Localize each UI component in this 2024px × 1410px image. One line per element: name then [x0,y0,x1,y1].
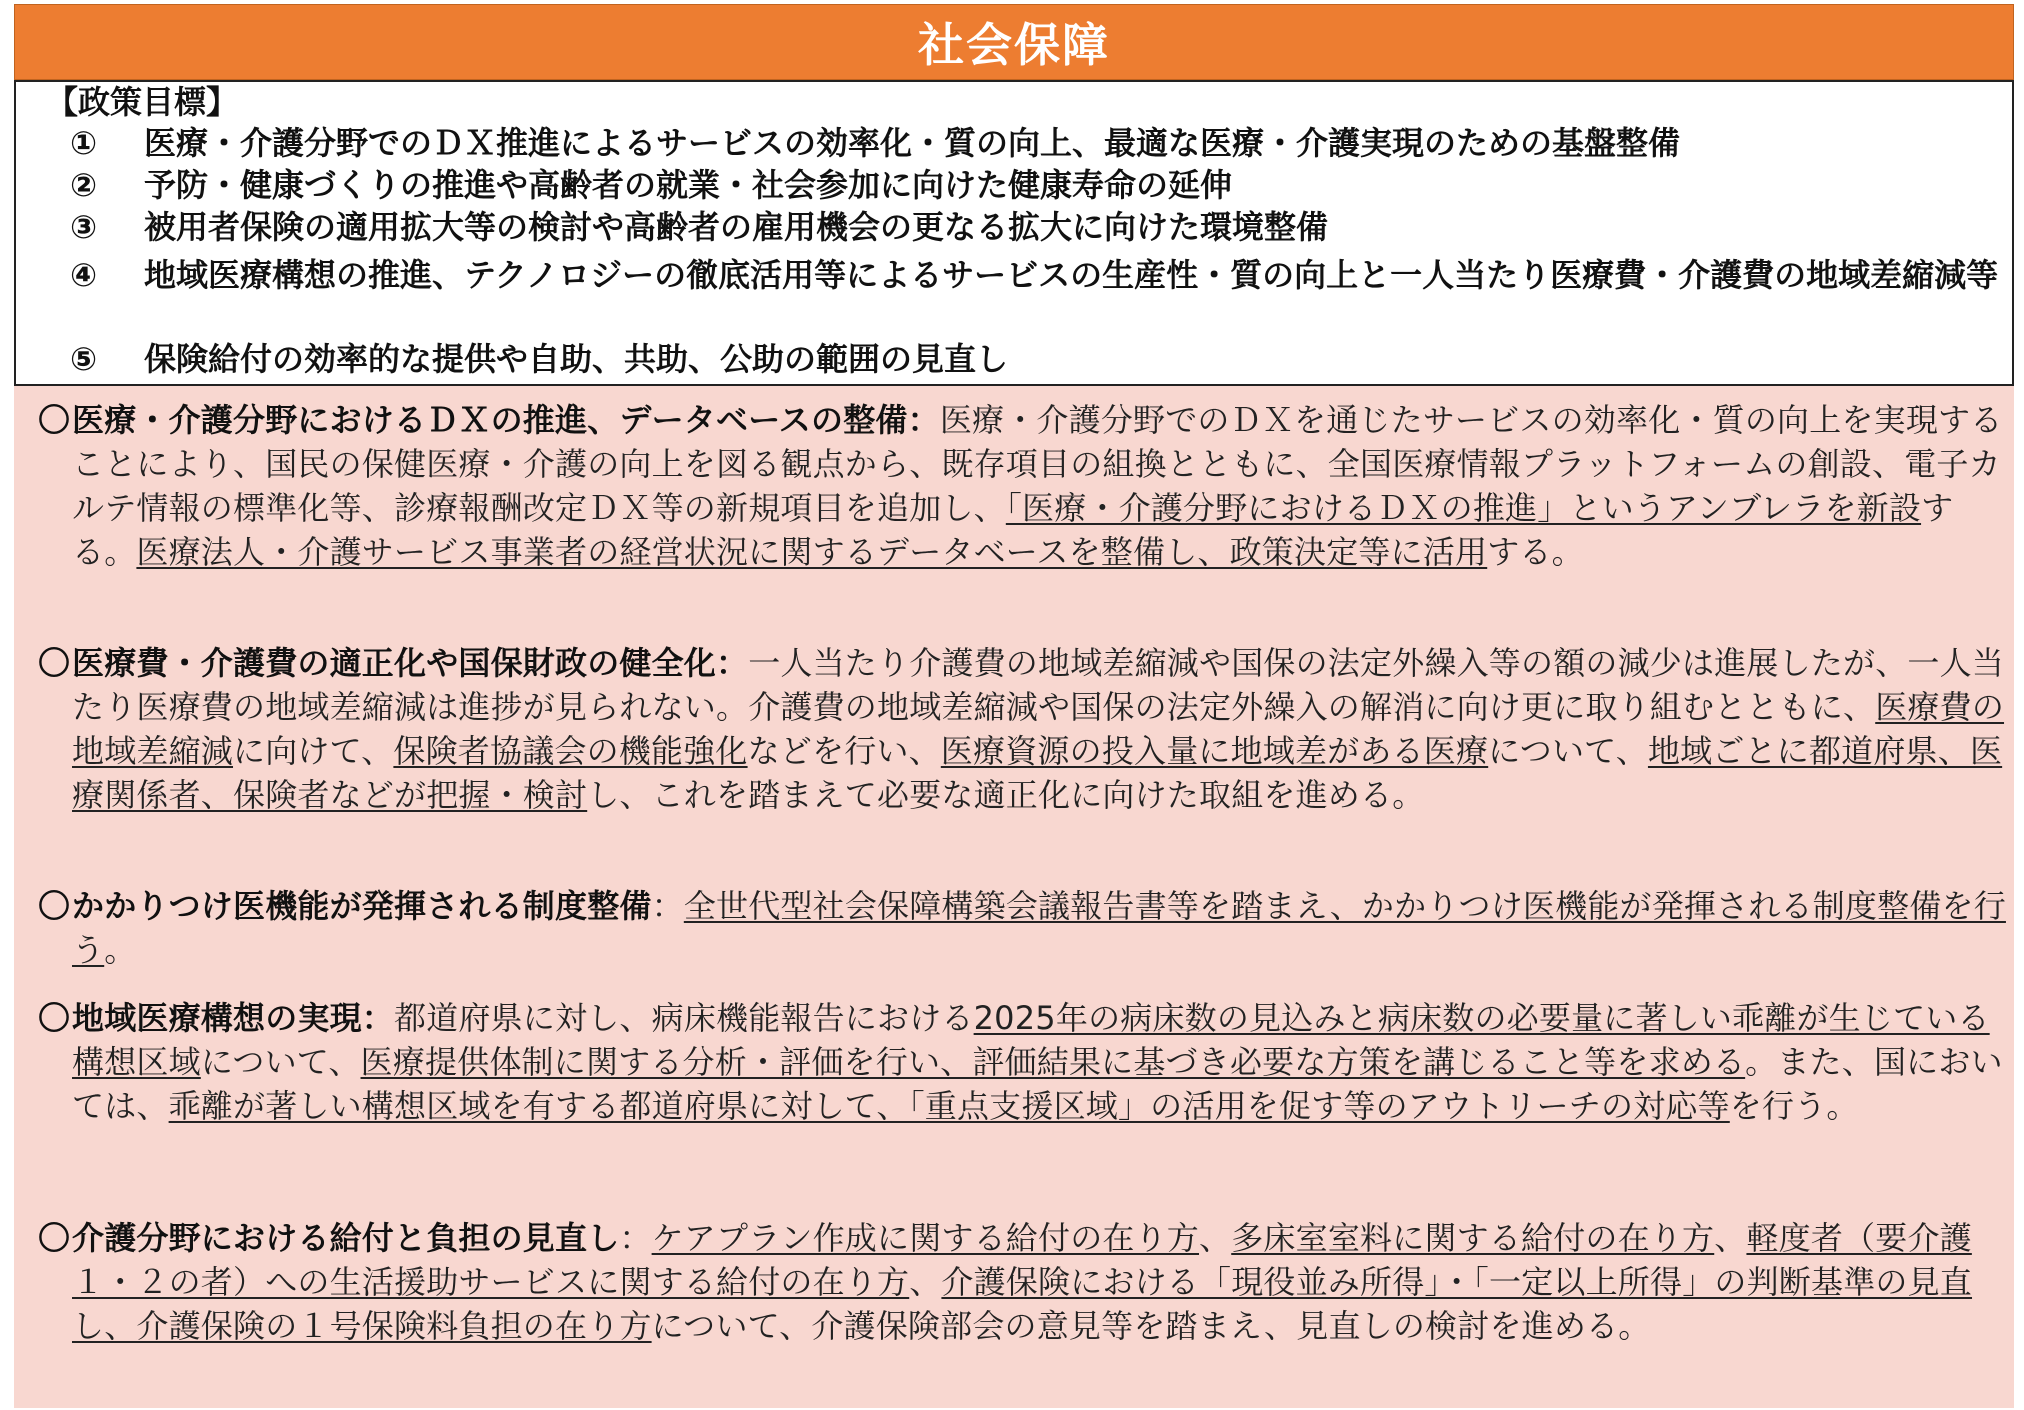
measure-heading: 医療費・介護費の適正化や国保財政の健全化： [72,644,749,682]
goal-number: ① [70,124,98,162]
underlined-text: 軽度者（要介護１・２の者）への生活援助サービスに関する給付の在り方 [72,1219,1972,1301]
underlined-text: 「医療・介護分野におけるＤＸの推進」というアンブレラを新設 [1005,489,1922,527]
goal-text: 予防・健康づくりの推進や高齢者の就業・社会参加に向けた健康寿命の延伸 [144,166,1233,204]
body-text: 医療・介護分野でのＤＸを通じたサービスの効率化・質の向上を実現することにより、国民の保健医療・介護の向上を図る観点から、既存項目の組換とともに、全国医療情報プラットフォームの創設、電子カルテ情報の標準化等、診療報酬改定ＤＸ等の新規項目を追加し、 [72,401,2003,527]
bullet-circle-icon: 〇 [38,999,71,1037]
goal-number: ⑤ [70,340,98,378]
underlined-text: 介護保険における「現役並み所得」・「一定以上所得」の判断基準の見直し、介護保険の１号保険料負担の在り方 [72,1263,1973,1345]
underlined-text: 医療提供体制に関する分析・評価を行い、評価結果に基づき必要な方策を講じること等を求める [360,1043,1746,1081]
body-text: ： [619,1219,652,1257]
body-text: 。また、国においては、 [72,1043,2003,1125]
goal-number: ② [70,166,98,204]
body-text: に向けて、 [233,732,394,770]
policy-goals-heading: 【政策目標】 [46,83,239,121]
measure-heading: 地域医療構想の実現： [72,999,395,1037]
underlined-text: 2025年の病床数の見込みと病床数の必要量に著しい乖離が生じている構想区域 [72,999,1990,1081]
body-text: について、 [1488,732,1648,770]
measures-panel [14,386,2014,1408]
measure-paragraph [72,398,2012,574]
goal-text: 医療・介護分野でのＤＸ推進によるサービスの効率化・質の向上、最適な医療・介護実現のための基盤整備 [144,124,1681,162]
bullet-circle-icon: 〇 [38,401,71,439]
body-text: ： [651,887,684,925]
measure-paragraph [72,884,2012,972]
body-text: する。 [1487,533,1584,571]
page-title: 社会保障 [918,18,1110,72]
bullet-circle-icon: 〇 [38,644,71,682]
measure-heading: かかりつけ医機能が発揮される制度整備 [72,887,652,925]
bullet-circle-icon: 〇 [38,887,71,925]
measure-paragraph [72,996,2012,1128]
body-text: 、 [909,1263,942,1301]
body-text: 。 [104,931,137,969]
body-text: について、 [200,1043,361,1081]
underlined-text: 多床室室料に関する給付の在り方 [1231,1219,1715,1257]
measure-heading: 介護分野における給付と負担の見直し [72,1219,620,1257]
underlined-text: 医療費の地域差縮減 [72,688,2005,770]
goal-number: ④ [70,256,98,294]
underlined-text: 医療法人・介護サービス事業者の経営状況に関するデータベースを整備し、政策決定等に活用 [136,533,1488,571]
underlined-text: 乖離が著しい構想区域を有する都道府県に対して、「重点支援区域」の活用を促す等のアウトリーチの対応等 [168,1087,1730,1125]
measure-paragraph [72,1216,2012,1348]
goal-text: 地域医療構想の推進、テクノロジーの徹底活用等によるサービスの生産性・質の向上と一人当たり医療費・介護費の地域差縮減等 [144,256,1999,294]
body-text: する。 [72,489,1954,571]
goal-text: 保険給付の効率的な提供や自助、共助、公助の範囲の見直し [144,340,1009,378]
body-text: を行う。 [1729,1087,1859,1125]
title-banner [14,4,2014,80]
underlined-text: 保険者協議会の機能強化 [393,732,748,770]
bullet-circle-icon: 〇 [38,1219,71,1257]
body-text: し、これを踏まえて必要な適正化に向けた取組を進める。 [587,776,1425,814]
body-text: 、 [1714,1219,1747,1257]
underlined-text: ケアプラン作成に関する給付の在り方 [651,1219,1200,1257]
underlined-text: 医療資源の投入量に地域差がある医療 [940,732,1489,770]
goal-number: ③ [70,208,98,246]
underlined-text: 地域ごとに都道府県、医療関係者、保険者などが把握・検討 [72,732,2003,814]
policy-goals-box [14,80,2014,386]
measure-paragraph [72,641,2012,817]
body-text: 一人当たり介護費の地域差縮減や国保の法定外繰入等の額の減少は進展したが、一人当たり医療費の地域差縮減は進捗が見られない。介護費の地域差縮減や国保の法定外繰入の解消に向け更に取り組むとともに、 [72,644,2005,726]
measure-heading: 医療・介護分野におけるＤＸの推進、データベースの整備： [72,401,940,439]
body-text: 都道府県に対し、病床機能報告における [394,999,974,1037]
underlined-text: 全世代型社会保障構築会議報告書等を踏まえ、かかりつけ医機能が発揮される制度整備を行う [72,887,2006,969]
body-text: について、介護保険部会の意見等を踏まえ、見直しの検討を進める。 [651,1307,1651,1345]
body-text: 、 [1199,1219,1232,1257]
goal-text: 被用者保険の適用拡大等の検討や高齢者の雇用機会の更なる拡大に向けた環境整備 [144,208,1329,246]
body-text: などを行い、 [747,732,941,770]
